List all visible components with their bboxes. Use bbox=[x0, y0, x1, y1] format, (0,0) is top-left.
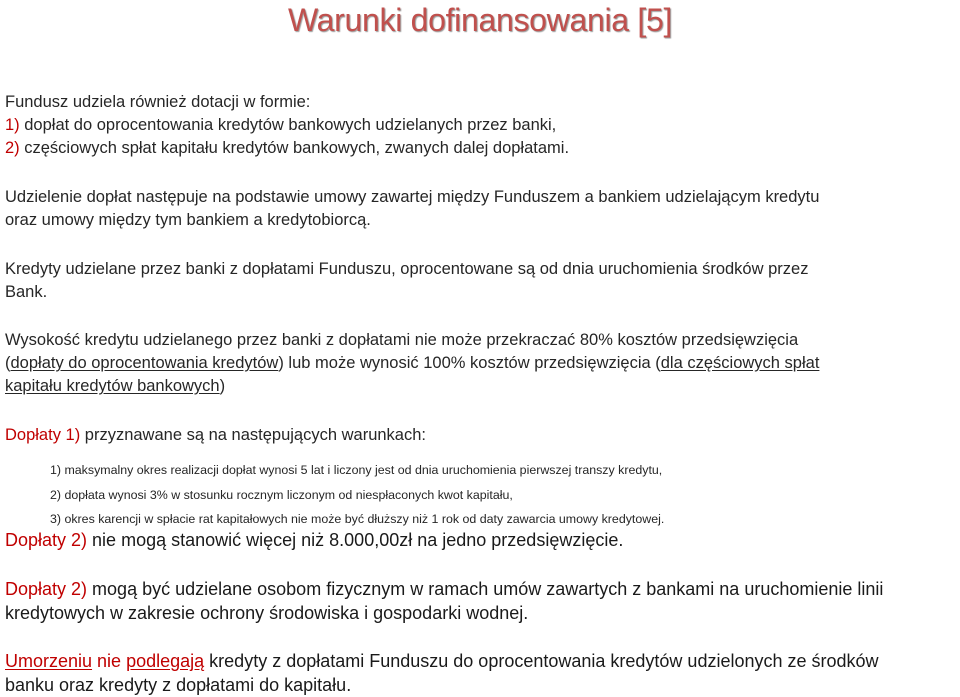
intro-line bbox=[5, 91, 310, 114]
paren-open: ( bbox=[5, 354, 11, 372]
subsidy-2-limit bbox=[5, 528, 623, 552]
underlined-interest-subsidy: dopłaty do oprocentowania kredytów bbox=[10, 354, 279, 372]
subsidy-2-eligibility-line-2: kredytowych w zakresie ochrony środowiska i gospodarki wodnej. bbox=[5, 603, 529, 623]
intro-text: Fundusz udziela również dotacji w formie: bbox=[5, 93, 311, 111]
paragraph-amount-line-3 bbox=[5, 375, 225, 398]
remission-line-1 bbox=[5, 649, 879, 673]
remission-line-2: banku oraz kredyty z dopłatami do kapitału. bbox=[5, 675, 352, 695]
intro-item-2 bbox=[5, 137, 569, 160]
condition-item: 2) dopłata wynosi 3% w stosunku rocznym liczonym od niespłaconych kwot kapitału, bbox=[50, 488, 513, 502]
remission-not: nie bbox=[97, 651, 122, 671]
item-number: 1) bbox=[5, 116, 20, 134]
paragraph-agreement-line-1: Udzielenie dopłat następuje na podstawie umowy zawartej między Funduszem a bankiem udzielającym kredytu bbox=[5, 188, 820, 206]
eligibility-text: mogą być udzielane osobom fizycznym w ramach umów zawartych z bankami na uruchomienie linii bbox=[87, 579, 884, 599]
subsidy-2-label: Dopłaty 2) bbox=[5, 579, 88, 599]
item-text: częściowych spłat kapitału kredytów bankowych, zwanych dalej dopłatami. bbox=[19, 139, 570, 157]
item-text: dopłat do oprocentowania kredytów bankowych udzielanych przez banki, bbox=[19, 116, 557, 134]
remission-text: kredyty z dopłatami Funduszu do oprocentowania kredytów udzielonych ze środków bbox=[204, 651, 879, 671]
amount-middle-text: ) lub może wynosić 100% kosztów przedsięwzięcia ( bbox=[278, 354, 661, 372]
limit-text: nie mogą stanowić więcej niż 8.000,00zł na jedno przedsięwzięcie. bbox=[87, 530, 624, 550]
paragraph-agreement-line-2: oraz umowy między tym bankiem a kredytobiorcą. bbox=[5, 211, 371, 229]
conditions-heading bbox=[5, 424, 426, 447]
remission-label: Umorzeniu bbox=[5, 651, 93, 671]
paragraph-interest-line-2: Bank. bbox=[5, 283, 48, 301]
underlined-bank-loan-capital: kapitału kredytów bankowych bbox=[5, 377, 220, 395]
subsidy-1-label: Dopłaty 1) bbox=[5, 426, 81, 444]
item-number: 2) bbox=[5, 139, 20, 157]
intro-item-1 bbox=[5, 114, 556, 137]
paragraph-interest-line-1: Kredyty udzielane przez banki z dopłatami Funduszu, oprocentowane są od dnia uruchomienia środków przez bbox=[5, 260, 809, 278]
condition-item: 3) okres karencji w spłacie rat kapitałowych nie może być dłuższy niż 1 rok od daty zawarcia umowy kredytowej. bbox=[50, 512, 665, 526]
subsidy-2-eligibility-line-1 bbox=[5, 577, 883, 601]
paragraph-amount-line-2 bbox=[5, 352, 819, 375]
remission-subject: podlegają bbox=[126, 651, 205, 671]
underlined-partial-repayment: dla częściowych spłat bbox=[660, 354, 820, 372]
condition-item: 1) maksymalny okres realizacji dopłat wynosi 5 lat i liczony jest od dnia uruchomienia pierwszej transzy kredytu, bbox=[50, 463, 663, 477]
conditions-heading-text: przyznawane są na następujących warunkach: bbox=[80, 426, 426, 444]
subsidy-2-label: Dopłaty 2) bbox=[5, 530, 88, 550]
paragraph-amount-line-1: Wysokość kredytu udzielanego przez banki z dopłatami nie może przekraczać 80% kosztów przedsięwzięcia bbox=[5, 331, 799, 349]
paren-close: ) bbox=[219, 377, 226, 395]
page-title: Warunki dofinansowania [5] bbox=[287, 2, 673, 38]
